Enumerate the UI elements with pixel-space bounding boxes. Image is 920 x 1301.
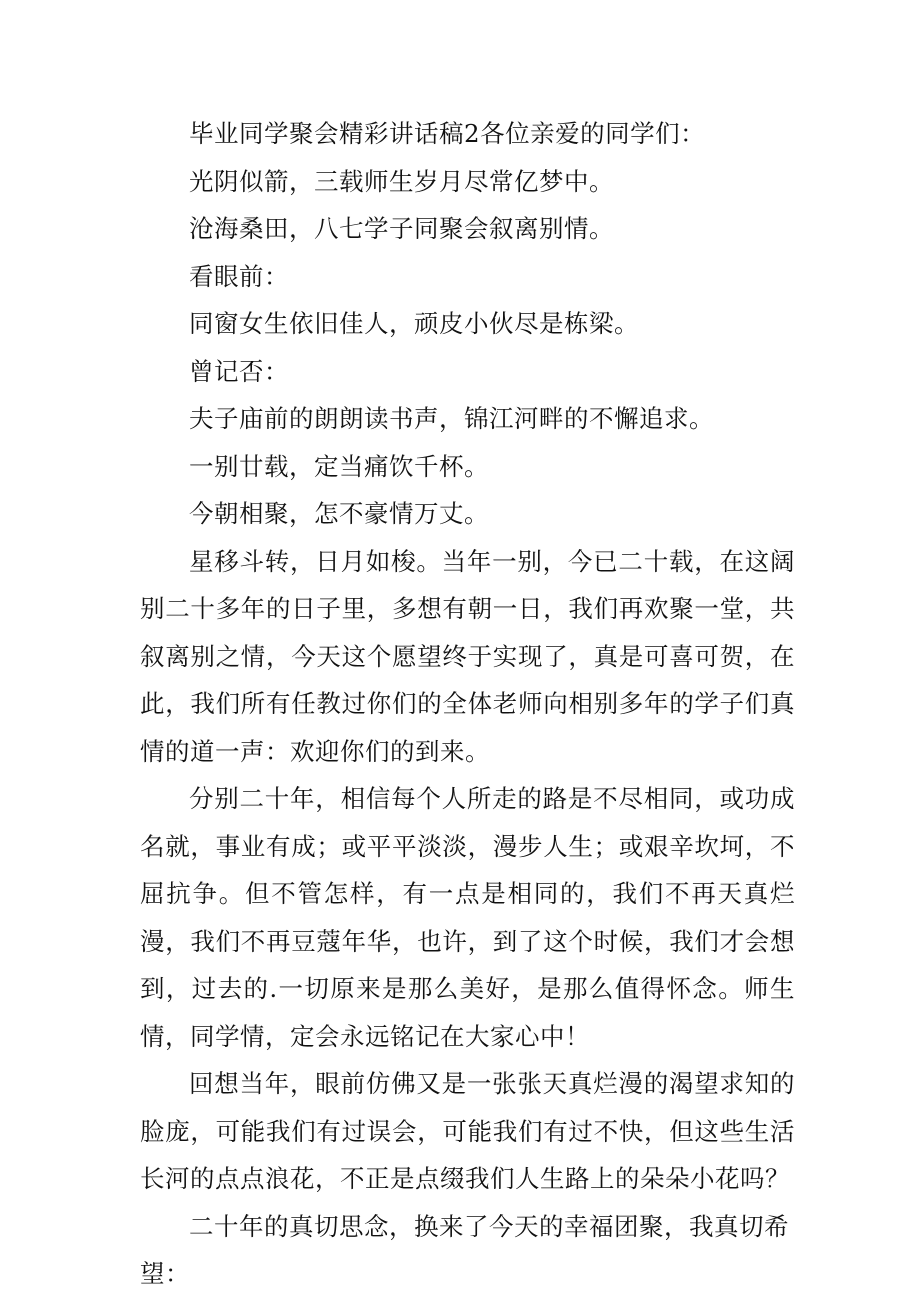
paragraph-verse-3: 同窗女生依旧佳人，顽皮小伙尽是栋梁。	[189, 309, 639, 338]
paragraph-remember: 曾记否：	[189, 356, 289, 386]
document-body	[140, 110, 795, 1298]
paragraph-body-3: 回想当年，眼前仿佛又是一张张天真烂漫的渴望求知的脸庞，可能我们有过误会，可能我们有过不快，但这些生活长河的点点浪花，不正是点缀我们人生路上的朵朵小花吗？	[140, 1069, 795, 1193]
paragraph-verse-6: 今朝相聚，怎不豪情万丈。	[189, 499, 489, 528]
paragraph-verse-4: 夫子庙前的朗朗读书声，锦江河畔的不懈追求。	[189, 404, 714, 433]
paragraph-look-ahead: 看眼前：	[189, 261, 289, 291]
paragraph-title: 毕业同学聚会精彩讲话稿2各位亲爱的同学们：	[189, 119, 706, 148]
paragraph-body-4: 二十年的真切思念，换来了今天的幸福团聚，我真切希望：	[140, 1211, 789, 1288]
paragraph-body-1: 星移斗转，日月如梭。当年一别，今已二十载，在这阔别二十多年的日子里，多想有朝一日，我们再欢聚一堂，共叙离别之情，今天这个愿望终于实现了，真是可喜可贺，在此，我们所有任教过你们的全体老师向相别多年的学子们真情的道一声：欢迎你们的到来。	[140, 546, 795, 766]
paragraph-verse-5: 一别廿载，定当痛饮千杯。	[189, 451, 489, 481]
paragraph-verse-1: 光阴似箭，三载师生岁月尽常亿梦中。	[189, 166, 614, 196]
paragraph-body-2: 分别二十年，相信每个人所走的路是不尽相同，或功成名就，事业有成；或平平淡淡，漫步人生；或艰辛坎坷，不屈抗争。但不管怎样，有一点是相同的，我们不再天真烂漫，我们不再豆蔻年华，也许，到了这个时候，我们才会想到，过去的.一切原来是那么美好，是那么值得怀念。师生情，同学情，定会永远铭记在大家心中！	[140, 784, 795, 1051]
paragraph-verse-2: 沧海桑田，八七学子同聚会叙离别情。	[189, 214, 614, 243]
